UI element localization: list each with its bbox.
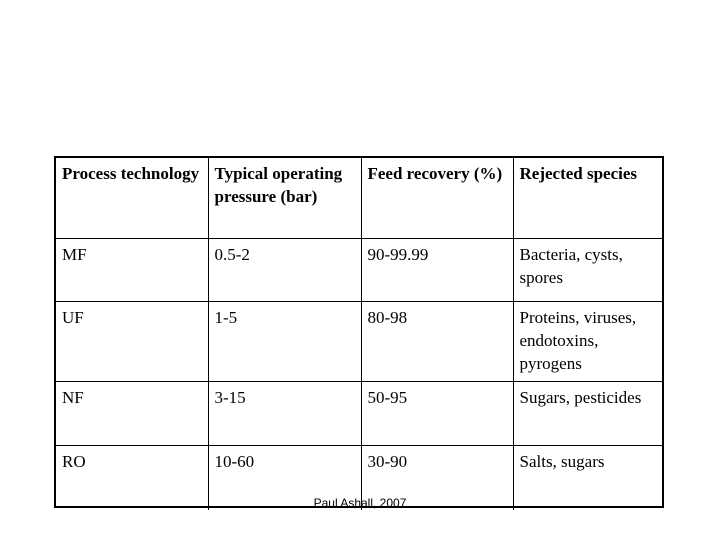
- header-process-technology: Process technology: [56, 158, 208, 238]
- cell-recovery: 30-90: [361, 445, 513, 510]
- header-operating-pressure: Typical operating pressure (bar): [208, 158, 361, 238]
- table-row: [56, 301, 662, 381]
- cell-process: MF: [56, 238, 208, 301]
- table: [56, 158, 662, 510]
- cell-rejected: Salts, sugars: [513, 445, 662, 510]
- cell-pressure: 1-5: [208, 301, 361, 381]
- header-rejected-species: Rejected species: [513, 158, 662, 238]
- table-header-row: [56, 158, 662, 238]
- cell-recovery: 50-95: [361, 381, 513, 445]
- membrane-process-table: [54, 156, 664, 508]
- cell-rejected: Sugars, pesticides: [513, 381, 662, 445]
- table-row: [56, 381, 662, 445]
- header-feed-recovery: Feed recovery (%): [361, 158, 513, 238]
- cell-recovery: 80-98: [361, 301, 513, 381]
- cell-rejected: Proteins, viruses, endotoxins, pyrogens: [513, 301, 662, 381]
- cell-recovery: 90-99.99: [361, 238, 513, 301]
- cell-process: UF: [56, 301, 208, 381]
- cell-process: NF: [56, 381, 208, 445]
- cell-process: RO: [56, 445, 208, 510]
- cell-pressure: 0.5-2: [208, 238, 361, 301]
- author-credit: Paul Ashall, 2007: [313, 496, 407, 510]
- table-row: [56, 238, 662, 301]
- cell-pressure: 10-60: [208, 445, 361, 510]
- cell-rejected: Bacteria, cysts, spores: [513, 238, 662, 301]
- cell-pressure: 3-15: [208, 381, 361, 445]
